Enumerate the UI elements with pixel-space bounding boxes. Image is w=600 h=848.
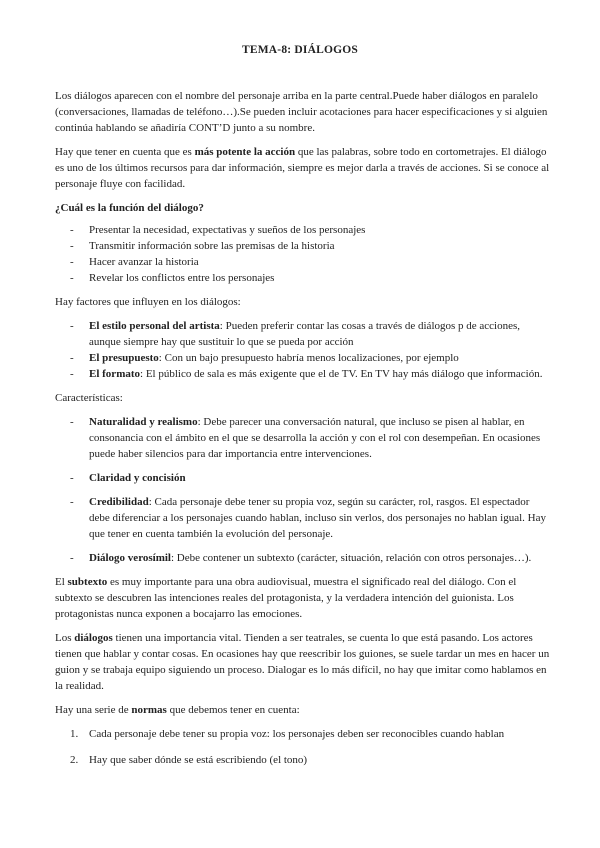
bold-text-subtexto: subtexto [67, 576, 108, 588]
list-item-bold: Credibilidad [89, 496, 149, 508]
list-item [55, 318, 552, 350]
list-item-text: : Pueden preferir contar las cosas a través de diálogos p de acciones, aunque siempre hay que sustituir lo que se pueda por acción [89, 320, 521, 348]
list-item-text: Transmitir información sobre las premisas de la historia [89, 240, 335, 252]
text-run: Los [55, 632, 75, 644]
dash-bullet: - [70, 368, 74, 380]
dash-bullet: - [70, 256, 74, 268]
dash-bullet: - [70, 224, 74, 236]
list-item-bold: Claridad y concisión [89, 472, 186, 484]
text-run: El [55, 576, 68, 588]
list-number: 2. [70, 754, 79, 766]
text-run: Hay una serie de [55, 704, 132, 716]
dash-bullet: - [70, 496, 74, 508]
list-item-bold: El presupuesto [89, 352, 159, 364]
list-item [55, 414, 552, 462]
text-run: es muy importante para una obra audiovisual, muestra el significado real del diálogo. Con el subtexto se descubren las intenciones reales del protagonista, y la verdadera intención del guionista. Los protagonistas nunca exponen a bocajarro las emociones. [55, 576, 517, 620]
text-run: que debemos tener en cuenta: [166, 704, 300, 716]
dash-bullet: - [70, 552, 74, 564]
paragraph-normas [55, 702, 552, 718]
list-item-bold: El formato [89, 368, 141, 380]
text-run: Hay que tener en cuenta que es [55, 146, 195, 158]
list-item [55, 270, 552, 286]
paragraph-intro: Los diálogos aparecen con el nombre del personaje arriba en la parte central.Puede haber diálogos en paralelo (conversaciones, llamadas de teléfono…).Se pueden incluir acotaciones para hacer especificaciones y si alguien continúa hablando se añadiría CONT’D junto a su nombre. [55, 90, 548, 134]
list-item [55, 366, 552, 382]
paragraph-caracteristicas: Características: [55, 392, 123, 404]
list-item [55, 550, 552, 566]
paragraph-subtexto [55, 574, 552, 622]
dash-bullet: - [70, 272, 74, 284]
paragraph-dialogos [55, 630, 552, 694]
heading-funcion: ¿Cuál es la función del diálogo? [55, 202, 204, 214]
list-item-text: : Cada personaje debe tener su propia voz, según su carácter, rol, rasgos. El espectador debe diferenciar a los personajes cuando hablan, incluso sin verlos, dos personajes no hablan igual. Hay que tener en cuenta también la evolución del personaje. [89, 496, 546, 540]
list-item [55, 470, 552, 486]
list-factores [55, 318, 552, 382]
list-item [55, 726, 552, 742]
list-item-text: : El público de sala es más exigente que el de TV. En TV hay más diálogo que información. [140, 368, 543, 380]
dash-bullet: - [70, 320, 74, 332]
text-run: tienen una importancia vital. Tienden a ser teatrales, se cuenta lo que está pasando. Los actores tienen que hablar y contar cosas. En ocasiones hay que reescribir los guiones, se suele tardar un mes en hacer un guion y se trabaja equipo siguiendo un proceso. Dialogar es lo más difícil, no hay que imitar como hablamos en la realidad. [55, 632, 550, 692]
list-item-text: Hay que saber dónde se está escribiendo (el tono) [89, 754, 308, 766]
list-normas [55, 726, 552, 768]
paragraph-accion [55, 144, 552, 192]
list-item-text: Cada personaje debe tener su propia voz: los personajes deben ser reconocibles cuando hablan [89, 728, 505, 740]
dash-bullet: - [70, 416, 74, 428]
list-item [55, 222, 552, 238]
list-item-text: Hacer avanzar la historia [89, 256, 199, 268]
list-item [55, 494, 552, 542]
list-item-bold: Diálogo verosímil [89, 552, 171, 564]
list-item-text: : Debe parecer una conversación natural, que incluso se pisen al hablar, en consonancia con el ámbito en el que se desarrolla la acción y con el rol con desempeñan. En ocasiones puede haber silencios para dar importancia entre intervenciones. [89, 416, 541, 460]
dash-bullet: - [70, 240, 74, 252]
bold-text-accion: más potente la acción [194, 146, 296, 158]
document-body [55, 88, 552, 778]
bold-text-dialogos: diálogos [74, 632, 113, 644]
list-item [55, 238, 552, 254]
list-item-text: Presentar la necesidad, expectativas y sueños de los personajes [89, 224, 366, 236]
bold-text-normas: normas [131, 704, 167, 716]
list-item-text: : Con un bajo presupuesto habría menos localizaciones, por ejemplo [158, 352, 459, 364]
list-item-bold: El estilo personal del artista [89, 320, 220, 332]
dash-bullet: - [70, 352, 74, 364]
list-item [55, 350, 552, 366]
list-item [55, 752, 552, 768]
text-run: que las palabras, sobre todo en cortometrajes. El diálogo es uno de los últimos recursos para dar información, siempre es mejor darla a través de acciones. Si se conoce al personaje fluye con facilidad. [55, 146, 550, 190]
list-item [55, 254, 552, 270]
list-number: 1. [70, 728, 79, 740]
dash-bullet: - [70, 472, 74, 484]
paragraph-factores: Hay factores que influyen en los diálogos: [55, 296, 241, 308]
list-funcion [55, 222, 552, 286]
list-item-text: Revelar los conflictos entre los personajes [89, 272, 275, 284]
list-item-text: : Debe contener un subtexto (carácter, situación, relación con otros personajes…). [170, 552, 532, 564]
page-title: TEMA-8: DIÁLOGOS [242, 44, 358, 56]
list-item-bold: Naturalidad y realismo [89, 416, 198, 428]
list-caracteristicas [55, 414, 552, 566]
